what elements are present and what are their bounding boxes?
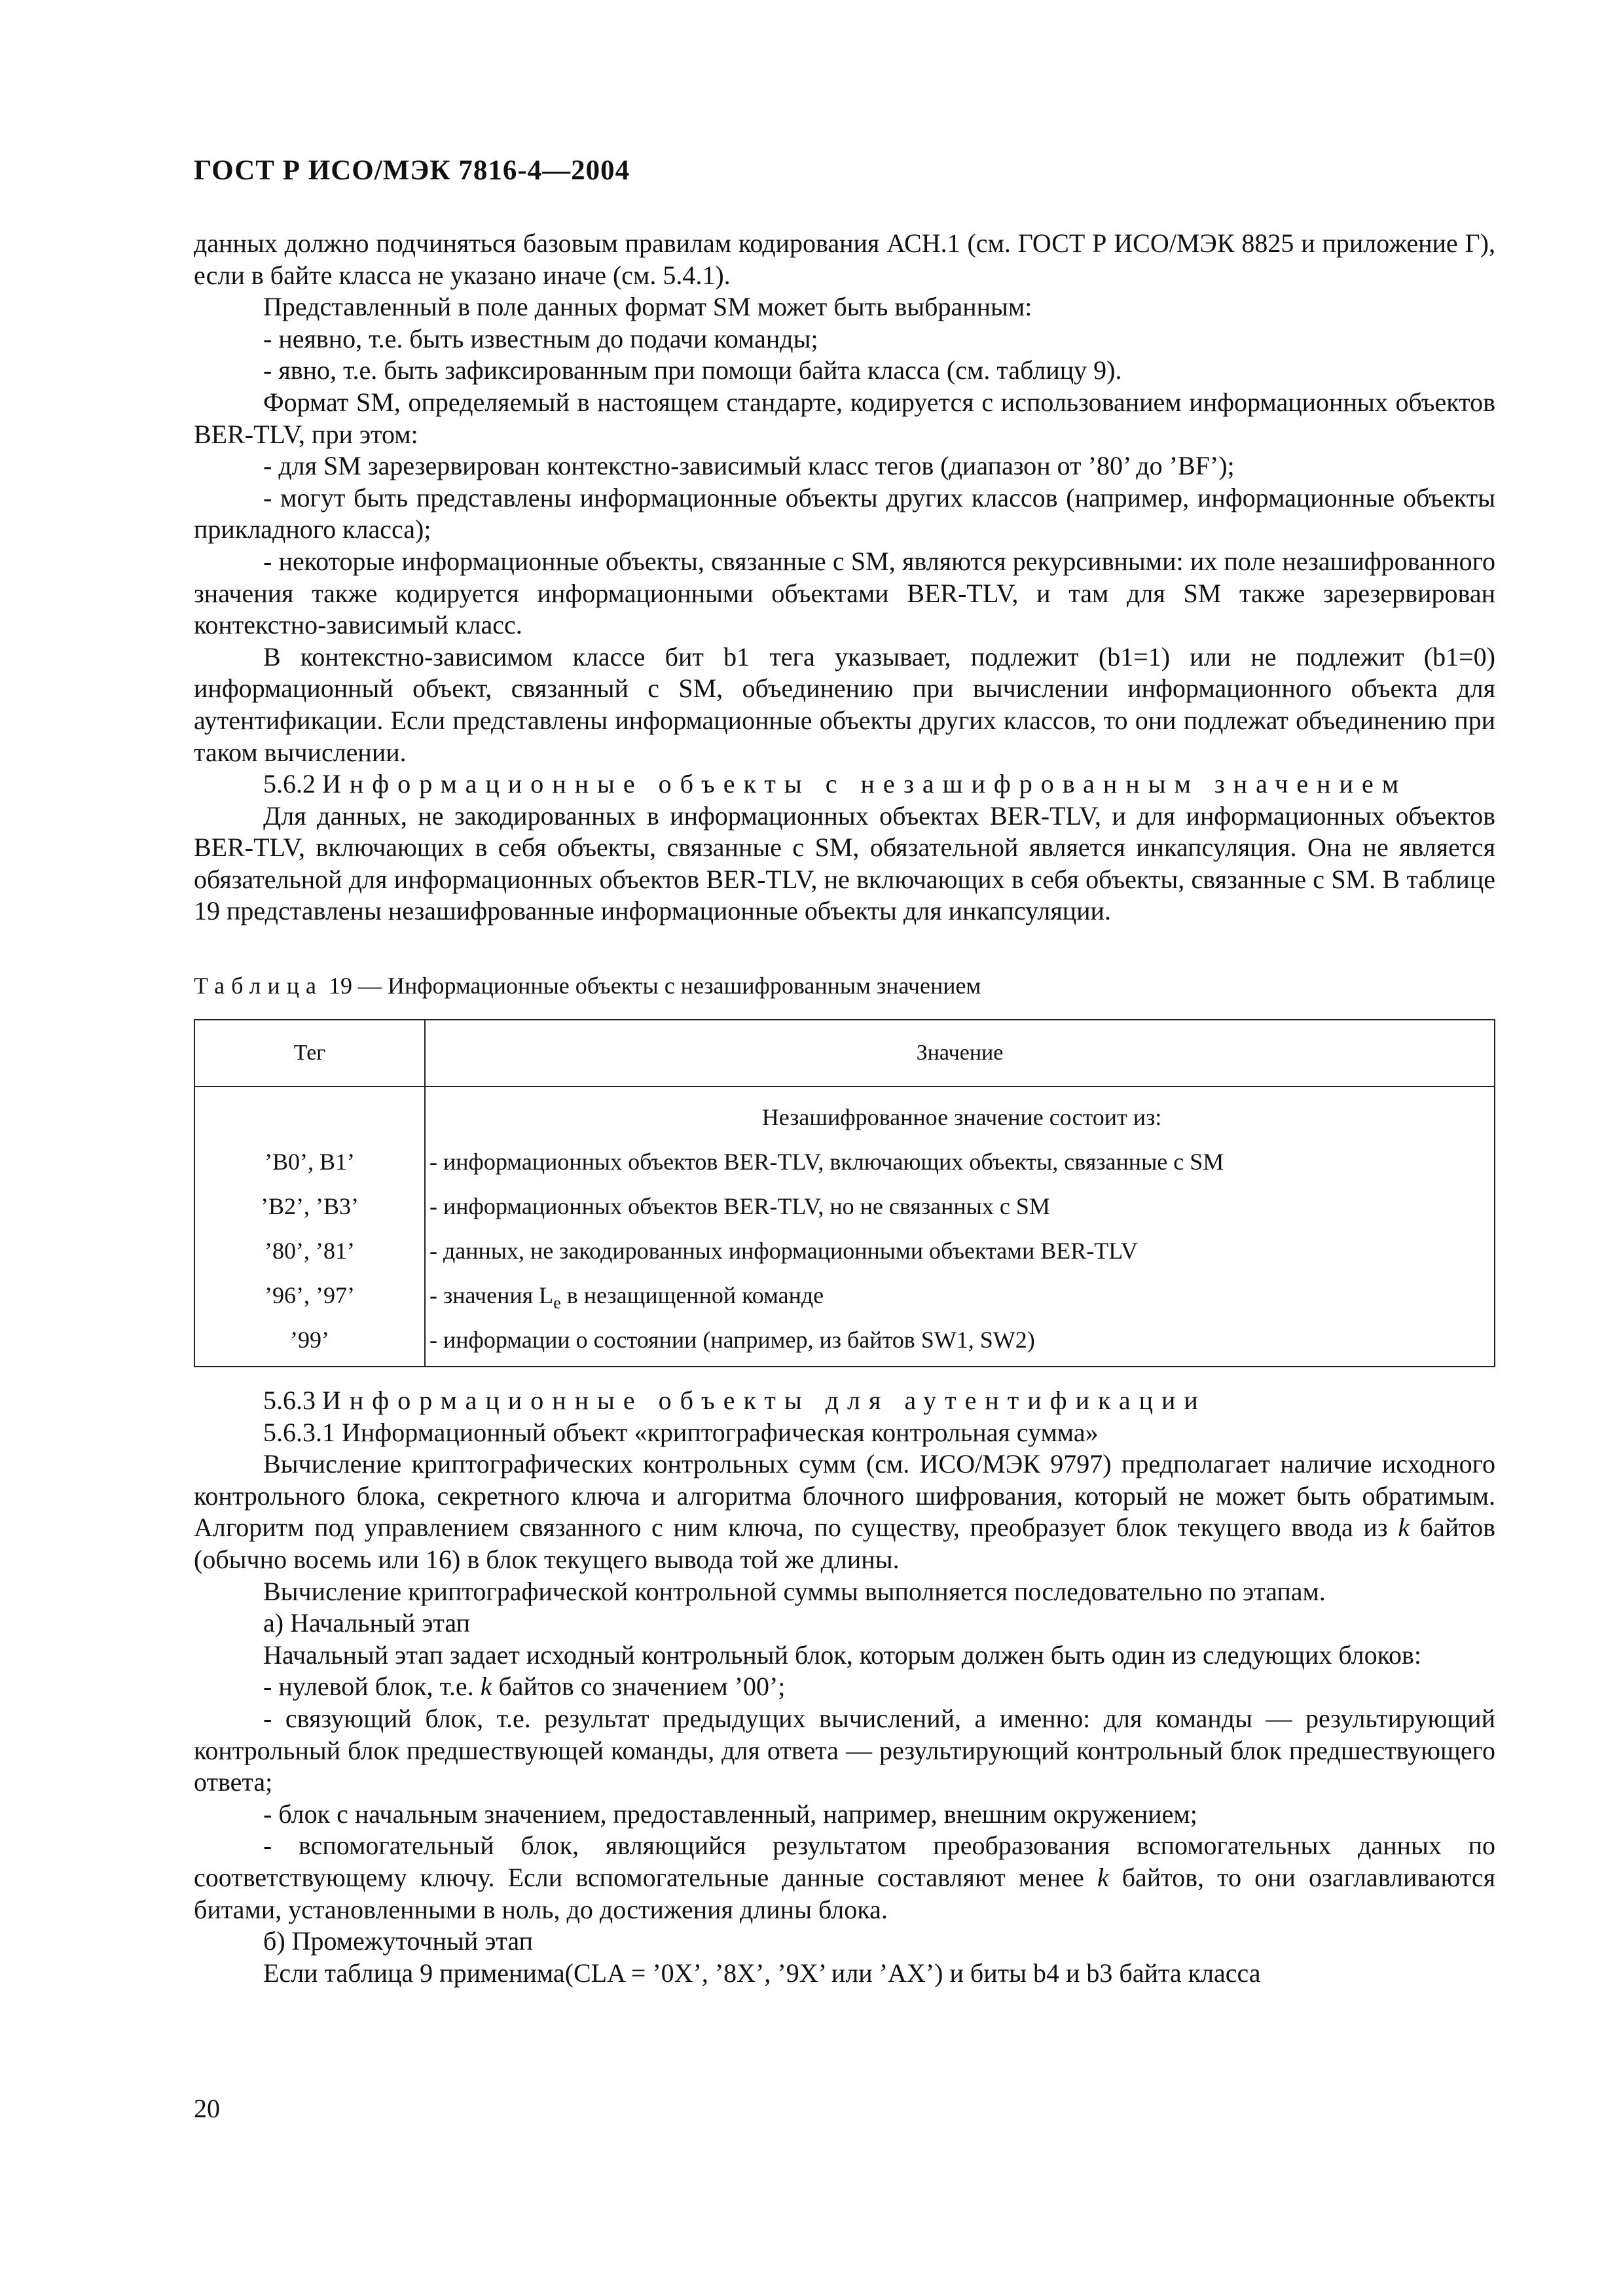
text-run: байтов со значением ’00’; xyxy=(492,1672,786,1702)
list-item: - могут быть представлены информационные объекты других классов (например, информационные объекты прикладного класса); xyxy=(194,482,1495,545)
list-item: - для SM зарезервирован контекстно-зависимый класс тегов (диапазон от ’80’ до ’BF’); xyxy=(263,451,1235,481)
section-title: Информационные объекты с незашифрованным значением xyxy=(322,769,1408,799)
table-cell-value: - информационных объектов BER-TLV, но не связанных с SM xyxy=(425,1184,1495,1229)
page-header: ГОСТ Р ИСО/МЭК 7816-4—2004 xyxy=(194,155,630,186)
table-19 xyxy=(194,1019,1495,1367)
paragraph: В контекстно-зависимом классе бит b1 тега указывает, подлежит (b1=1) или не подлежит (b1=0) информационный объект, связанный с SM, объединению при вычислении информационного объекта для аутентификации. Если представлены информационные объекты других классов, то они подлежат объединению при таком вычислении. xyxy=(194,641,1495,767)
variable-k: k xyxy=(1398,1513,1410,1543)
column-header-value: Значение xyxy=(425,1020,1495,1086)
paragraph xyxy=(194,1448,1495,1575)
table-row xyxy=(194,1139,1495,1184)
value-subscript: e xyxy=(553,1293,561,1312)
variable-k: k xyxy=(1097,1862,1109,1892)
table-row xyxy=(194,1184,1495,1229)
paragraph: Представленный в поле данных формат SM может быть выбранным: xyxy=(263,292,1032,322)
table-row xyxy=(194,1273,1495,1318)
table-row xyxy=(194,1318,1495,1367)
table-cell: Незашифрованное значение состоит из: xyxy=(425,1086,1495,1139)
section-heading-563 xyxy=(194,1385,1495,1417)
table-cell-tag: ’B2’, ’B3’ xyxy=(194,1184,425,1229)
table-cell-value: - данных, не закодированных информационными объектами BER-TLV xyxy=(425,1229,1495,1273)
section-heading-562 xyxy=(194,768,1495,800)
table-row xyxy=(194,1086,1495,1139)
text-run: байтов (обычно восемь или 16) в блок текущего вывода той же длины. xyxy=(194,1513,1496,1574)
list-item: - явно, т.е. быть зафиксированным при помощи байта класса (см. таблицу 9). xyxy=(263,355,1122,386)
table-cell xyxy=(194,1086,425,1139)
page-number: 20 xyxy=(194,2094,220,2123)
table-cell-tag: ’B0’, B1’ xyxy=(194,1139,425,1184)
column-header-tag: Тег xyxy=(194,1020,425,1086)
paragraph: Вычисление криптографической контрольной суммы выполняется последовательно по этапам. xyxy=(263,1576,1326,1606)
table-cell-value xyxy=(425,1273,1495,1318)
table-cell-value: - информационных объектов BER-TLV, включающих объекты, связанные с SM xyxy=(425,1139,1495,1184)
body-text-top xyxy=(194,228,1495,927)
section-number: 5.6.3 xyxy=(263,1386,316,1415)
paragraph: Если таблица 9 применима(CLA = ’0X’, ’8X’, ’9X’ или ’AX’) и биты b4 и b3 байта класса xyxy=(263,1958,1261,1988)
table-cell-tag: ’96’, ’97’ xyxy=(194,1273,425,1318)
section-number: 5.6.2 xyxy=(263,769,316,799)
list-item: - некоторые информационные объекты, связанные с SM, являются рекурсивными: их поле незашифрованного значения также кодируется информационными объектами BER-TLV, и там для SM также зарезервирован контекстно-зависимый класс. xyxy=(194,546,1495,640)
paragraph: Начальный этап задает исходный контрольный блок, которым должен быть один из следующих блоков: xyxy=(263,1640,1422,1670)
table-cell-value: - информации о состоянии (например, из байтов SW1, SW2) xyxy=(425,1318,1495,1367)
paragraph: Для данных, не закодированных в информационных объектах BER-TLV, и для информационных объектов BER-TLV, включающих в себя объекты, связанные с SM, обязательной является инкапсуляция. Она не является обязательной для информационных объектов BER-TLV, не включающих в себя объекты, связанные с SM. В таблице 19 представлены незашифрованные информационные объекты для инкапсуляции. xyxy=(194,800,1495,926)
stage-heading: а) Начальный этап xyxy=(263,1608,470,1638)
value-suffix: в незащищенной команде xyxy=(560,1282,824,1308)
paragraph: данных должно подчиняться базовым правилам кодирования АСН.1 (см. ГОСТ Р ИСО/МЭК 8825 и приложение Г), если в байте класса не указано иначе (см. 5.4.1). xyxy=(194,228,1495,290)
list-item xyxy=(194,1830,1495,1926)
variable-k: k xyxy=(480,1672,492,1702)
list-item: - неявно, т.е. быть известным до подачи команды; xyxy=(263,323,818,353)
list-item xyxy=(194,1671,1495,1703)
value-prefix: - значения L xyxy=(429,1282,554,1308)
table-caption-word: Таблица xyxy=(194,973,323,999)
text-run: - вспомогательный блок, являющийся результатом преобразования вспомогательных данных по соответствующему ключу. Если вспомогательные данные составляют менее xyxy=(194,1831,1495,1892)
paragraph: Формат SM, определяемый в настоящем стандарте, кодируется с использованием информационных объектов BER-TLV, при этом: xyxy=(194,387,1495,449)
body-text-bottom xyxy=(194,1385,1495,1989)
text-run: байтов, то они озаглавливаются битами, установленными в ноль, до достижения длины блока. xyxy=(194,1862,1496,1924)
list-item: - связующий блок, т.е. результат предыдущих вычислений, а именно: для команды — результирующий контрольный блок предшествующей команды, для ответа — результирующий контрольный блок предшествующего ответа; xyxy=(194,1703,1495,1797)
table-header-row xyxy=(194,1020,1495,1086)
table-caption-text: 19 — Информационные объекты с незашифрованным значением xyxy=(322,973,981,999)
table-cell-tag: ’99’ xyxy=(194,1318,425,1367)
table-row xyxy=(194,1229,1495,1273)
table-caption xyxy=(194,971,981,1000)
table-cell-tag: ’80’, ’81’ xyxy=(194,1229,425,1273)
subsection-heading: 5.6.3.1 Информационный объект «криптографическая контрольная сумма» xyxy=(263,1417,1099,1447)
text-run: - нулевой блок, т.е. xyxy=(263,1672,481,1702)
text-run: Вычисление криптографических контрольных сумм (см. ИСО/МЭК 9797) предполагает наличие исходного контрольного блока, секретного ключа и алгоритма блочного шифрования, который не может быть обратимым. Алгоритм под управлением связанного с ним ключа, по существу, преобразует блок текущего ввода из xyxy=(194,1449,1495,1543)
stage-heading: б) Промежуточный этап xyxy=(263,1926,533,1956)
section-title: Информационные объекты для аутентификации xyxy=(322,1386,1207,1415)
list-item: - блок с начальным значением, предоставленный, например, внешним окружением; xyxy=(263,1799,1197,1829)
